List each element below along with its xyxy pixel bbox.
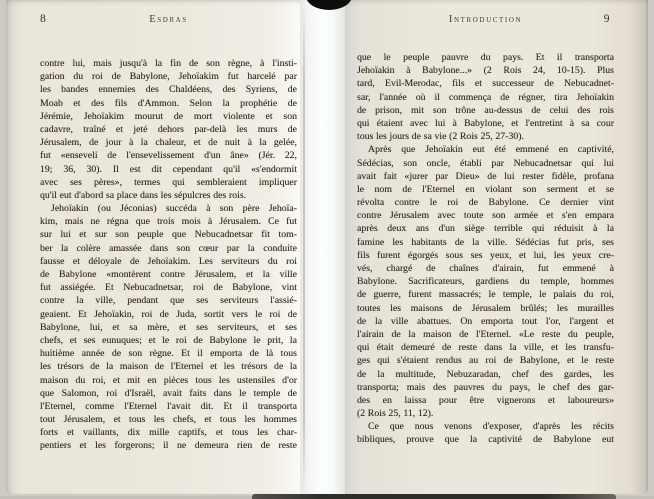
paragraph xyxy=(40,202,297,453)
text-line: ber la colère amassée dans son cœur par la conduite xyxy=(40,242,297,254)
text-line: vés, chargé de chaînes d'airain, fut emmené à xyxy=(357,263,614,274)
text-line: toutes les maisons de Jérusalem brûlés; les murailles xyxy=(357,302,614,314)
text-line: 19; 36, 30). Il est dit cependant qu'il «s'endormit xyxy=(40,163,297,175)
text-line: contre Jérusalem avec toute son armée et s'en empara xyxy=(357,210,614,222)
text-line: forts et vaillants, dix mille captifs, et tous les char- xyxy=(40,427,297,439)
book-bottom-shadow xyxy=(252,494,616,499)
text-line: gation du roi de Babylone, Jehoïakim fut harcelé par xyxy=(40,71,297,83)
text-line: Jérémie, Jehoïakim mourut de mort violente et son xyxy=(40,110,297,122)
text-line: kim, mais ne régna que trois mois à Jérusalem. Ce fut xyxy=(40,216,297,228)
text-line: Babylone, lui, et sa mère, et ses serviteurs, et ses xyxy=(40,321,297,333)
text-line: de Babylone «montèrent contre Jérusalem, et la ville xyxy=(40,269,297,280)
text-line: Babylone. Sacrificateurs, gardiens du temple, hommes xyxy=(357,276,614,288)
text-line: qu'il eut d'abord sa place dans les sépulcres des rois. xyxy=(40,189,247,201)
text-line: fausse et déloyale de Jehoïakim. Les serviteurs du roi xyxy=(40,255,297,267)
text-line: Après que Jehoïakin eut été emmené en captivité, xyxy=(368,144,614,156)
text-line: qui était demeuré de reste dans la ville, et les transfu- xyxy=(357,342,614,354)
text-line: que Salomon, roi d'Israël, avait faits dans le temple de xyxy=(40,387,297,399)
text-line: avec ses pères», termes qui sembleraient impliquer xyxy=(40,176,297,188)
text-line: de guerre, furent massacrés; le temple, le palais du roi, xyxy=(357,289,614,301)
text-line: tous les jours de sa vie (2 Rois 25, 27-30). xyxy=(357,131,524,143)
text-line: après deux ans d'un siège terrible qui réduisit à la xyxy=(357,223,614,235)
gutter-page-edge xyxy=(303,6,305,492)
right-running-header xyxy=(357,13,614,29)
text-line: l'Eternel, comme l'Eternel l'avait dit. Et il transporta xyxy=(40,400,297,412)
text-line: qui étaient avec lui à Babylone, et l'entretint à sa cour xyxy=(357,117,614,129)
right-header-title: Introduction xyxy=(448,14,523,25)
text-line: pentiers et les forgerons; il ne demeura rien de reste xyxy=(40,440,297,452)
text-line: l'airain de la maison de l'Eternel. «Le reste du peuple, xyxy=(357,328,614,340)
text-line: Jehoïakin à Babylone...» (2 Rois 24, 10-15). Plus xyxy=(357,65,614,77)
text-line: fut «enseveli de l'ensevelissement d'un âne» (Jér. 22, xyxy=(40,150,297,162)
text-line: des en laissa pour être vignerons et laboureurs» xyxy=(357,394,614,406)
text-line: bibliques, prouve que la captivité de Babylone eut xyxy=(357,434,614,446)
text-line: Ce que nous venons d'exposer, d'après les récits xyxy=(368,421,614,433)
text-line: geaient. Et Jehoïakin, roi de Juda, sortit vers le roi de xyxy=(40,308,297,320)
text-line: contre lui, mais jusqu'à la fin de son règne, à l'insti- xyxy=(40,58,297,69)
left-running-header xyxy=(40,13,297,29)
text-line: sar, l'année où il commença de régner, tira Jehoïakin xyxy=(357,91,614,103)
text-line: Jérusalem, de jour à la chaleur, et de nuit à la gelée, xyxy=(40,137,297,149)
text-line: les trésors de la maison de l'Eternel et les trésors de la xyxy=(40,361,297,373)
text-line: huitième année de son règne. Et il emporta de là tous xyxy=(40,348,297,360)
paragraph xyxy=(40,57,297,202)
text-line: maison du roi, et mit en pièces tous les ustensiles d'or xyxy=(40,374,297,386)
paragraph xyxy=(357,420,614,446)
text-line: Sédécias, son oncle, établi par Nebucadnetsar qui lui xyxy=(357,157,614,169)
text-line: fils furent égorgés sous ses yeux, et lui, les yeux cre- xyxy=(357,249,614,261)
text-line: avait fait «jurer par Dieu» de lui rester fidèle, profana xyxy=(357,170,614,182)
right-page-body-text xyxy=(357,51,614,447)
text-line: que le peuple pauvre du pays. Et il transporta xyxy=(357,52,614,63)
text-line: contre la ville, pendant que ses serviteurs l'assié- xyxy=(40,295,297,307)
paragraph xyxy=(357,51,614,143)
text-line: tout Jérusalem, et tous les chefs, et tous les hommes xyxy=(40,414,297,426)
text-line: cadavre, traîné et jeté dehors par-delà les murs de xyxy=(40,123,297,135)
text-line: Jehoïakin (ou Jéconias) succéda à son père Jehoïa- xyxy=(51,203,297,215)
text-line: de la ville abattues. On emporta tout l'or, l'argent et xyxy=(357,315,614,327)
left-header-title: Esdras xyxy=(149,14,188,25)
text-line: Moab et des fils d'Ammon. Selon la prophétie de xyxy=(40,97,297,109)
text-line: de prison, mit son trône au-dessus de celui des rois xyxy=(357,104,614,116)
text-line: sur lui et sur son peuple que Nebucadnetsar fit tom- xyxy=(40,229,297,241)
left-page-number: 8 xyxy=(40,13,47,25)
text-line: le nom de l'Eternel en violant son serment et se xyxy=(357,183,614,195)
left-page-body-text xyxy=(40,57,297,453)
text-line: (2 Rois 25, 11, 12). xyxy=(357,408,434,420)
text-line: fut assiégée. Et Nebucadnetsar, roi de Babylone, vint xyxy=(40,282,297,294)
text-line: de la multitude, Nebuzaradan, chef des gardes, les xyxy=(357,368,614,380)
text-line: ges qui s'étaient rendus au roi de Babylone, et le reste xyxy=(357,355,614,367)
text-line: chefs, et ses eunuques; et le roi de Babylone le prit, la xyxy=(40,334,297,346)
text-line: transporta; mais des pauvres du pays, le chef des gar- xyxy=(357,381,614,393)
text-line: les bandes ennemies des Chaldéens, des Syriens, de xyxy=(40,84,297,96)
text-line: révolta contre le roi de Babylone. Ce dernier vint xyxy=(357,197,614,209)
book-gutter xyxy=(300,0,346,496)
right-page-number: 9 xyxy=(603,13,610,25)
text-line: famine les habitants de la ville. Sédécias fut pris, ses xyxy=(357,236,614,248)
paragraph xyxy=(357,143,614,420)
text-line: tard, Evil-Merodac, fils et successeur de Nebucadnet- xyxy=(357,78,614,90)
